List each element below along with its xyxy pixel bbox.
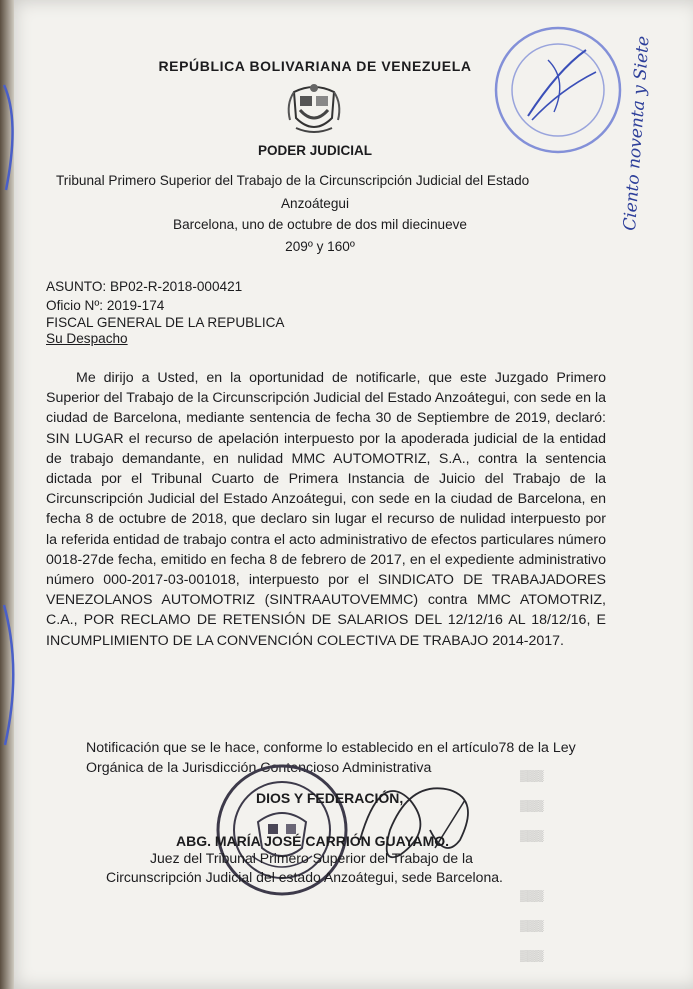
blue-reception-stamp-icon xyxy=(488,20,628,160)
bleed-through-mark: ▒▒▒ xyxy=(520,890,544,902)
court-line-1: Tribunal Primero Superior del Trabajo de la Circunscripción Judicial del Estado xyxy=(56,173,530,188)
country-heading: REPÚBLICA BOLIVARIANA DE VENEZUELA xyxy=(158,58,472,74)
legal-notice: Notificación que se le hace, conforme lo establecido en el artículo78 de la Ley Orgánica de la Jurisdicción Contencioso Administrativa xyxy=(86,740,576,776)
handwritten-margin-note: Ciento noventa y Siete xyxy=(620,35,654,232)
bleed-through-mark: ▒▒▒ xyxy=(520,800,544,812)
coat-of-arms-icon xyxy=(284,80,344,140)
oficio-number: Oficio Nº: 2019-174 xyxy=(46,298,165,313)
bleed-through-mark: ▒▒▒ xyxy=(520,830,544,842)
notification-body: Me dirijo a Usted, en la oportunidad de notificarle, que este Juzgado Primero Superior del Trabajo de la Circunscripción Judicial del Estado Anzoátegui, con sede en la ciudad de Barcelona, mediante sentencia de fecha 30 de Septiembre de 2019, declaró: SIN LUGAR el recurso de apelación interpuesto por la apoderada judicial de la entidad de trabajo demandante, en nulidad MMC AUTOMOTRIZ, S.A., contra la sentencia dictada por el Tribunal Cuarto de Primera Instancia de Juicio del Trabajo de la Circunscripción Judicial del Estado Anzoátegui, con sede en la ciudad de Barcelona, en fecha 8 de octubre de 2018, que declaro sin lugar el recurso de nulidad interpuesto por la referida entidad de trabajo contra el acto administrativo de efectos particulares número 0018-27de fecha, emitido en fecha 8 de febrero de 2017, en el expediente administrativo número 000-2017-03-001018, interpuesto por el SINDICATO DE TRABAJADORES VENEZOLANOS AUTOMOTRIZ (SINTRAAUTOVEMMC) contra MMC ATOMOTRIZ, C.A., POR RECLAMO DE RETENSIÓN DE SALARIOS DEL 12/12/16 AL 18/12/16, E INCUMPLIMIENTO DE LA CONVENCIÓN COLECTIVA DE TRABAJO 2014-2017. xyxy=(46,370,606,649)
signer-role-1: Juez del Tribunal Primero Superior del Trabajo de la xyxy=(150,850,473,866)
recipient: FISCAL GENERAL DE LA REPUBLICA xyxy=(46,315,285,330)
court-line-2: Anzoátegui xyxy=(280,196,350,211)
signer-name: ABG. MARÍA JOSÉ CARRIÓN GUAYAMO. xyxy=(176,833,450,849)
asunto: ASUNTO: BP02-R-2018-000421 xyxy=(46,279,243,294)
left-edge-blue-mark-icon xyxy=(0,600,22,750)
branch-heading: PODER JUDICIAL xyxy=(257,143,372,158)
signer-role-2: Circunscripción Judicial del estado Anzoátegui, sede Barcelona. xyxy=(106,869,503,885)
place-date: Barcelona, uno de octubre de dos mil diecinueve xyxy=(173,217,467,232)
bleed-through-mark: ▒▒▒ xyxy=(520,770,544,782)
closing-salutation: DIOS Y FEDERACIÓN, xyxy=(256,790,404,806)
bleed-through-mark: ▒▒▒ xyxy=(520,920,544,932)
years: 209º y 160º xyxy=(285,239,355,254)
bleed-through-mark: ▒▒▒ xyxy=(520,950,544,962)
left-edge-blue-mark-icon xyxy=(0,80,22,200)
despacho: Su Despacho xyxy=(46,331,128,346)
